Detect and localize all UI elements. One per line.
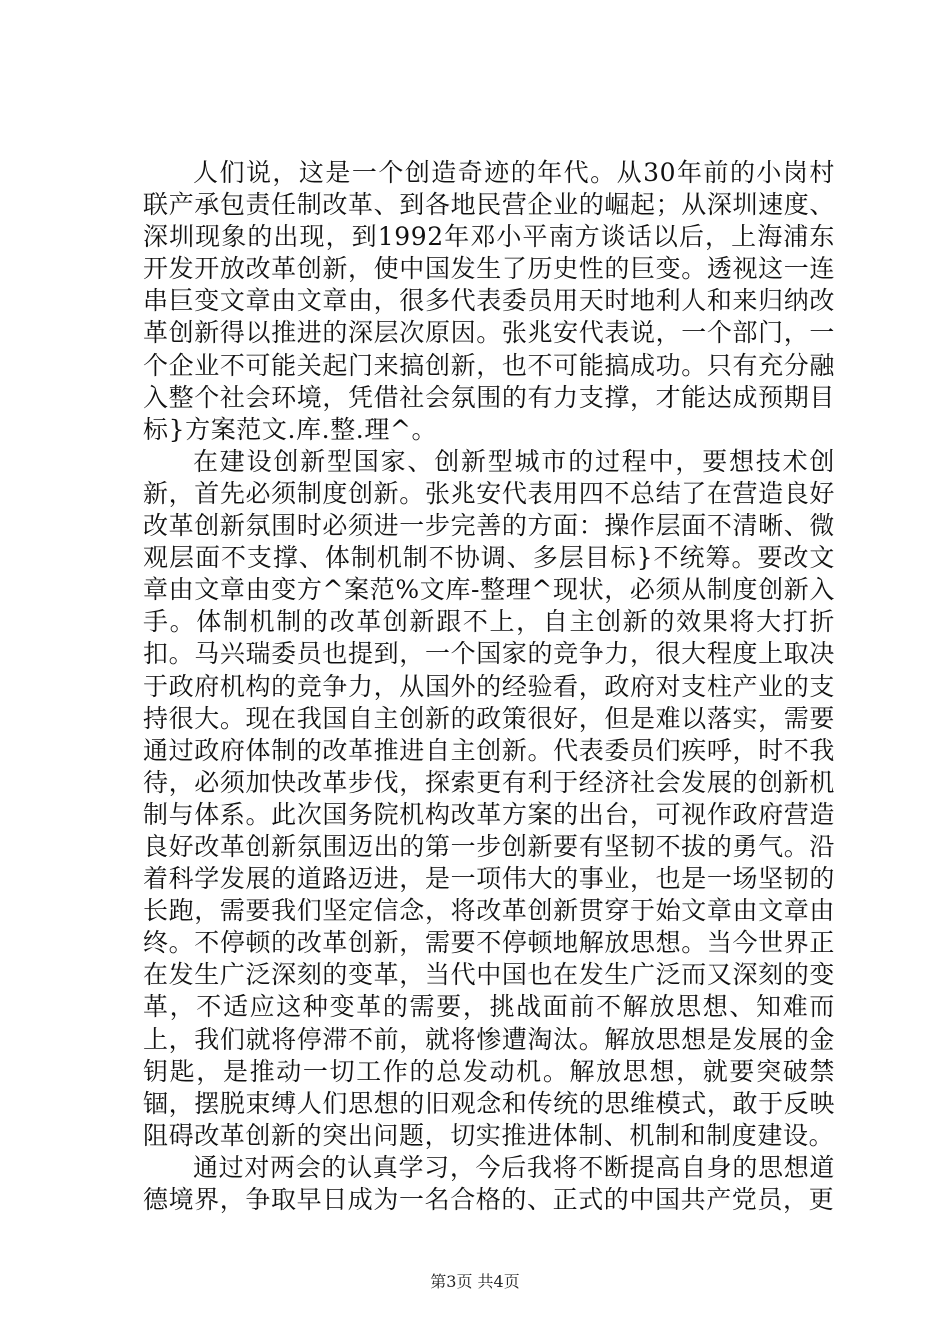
paragraph-3: 通过对两会的认真学习，今后我将不断提高自身的思想道德境界，争取早日成为一名合格的、正式的中国共产党员，更 [143, 1152, 835, 1214]
page-number-footer: 第3页 共4页 [430, 1272, 520, 1291]
document-body [143, 157, 835, 1216]
paragraph-2: 在建设创新型国家、创新型城市的过程中，要想技术创新，首先必须制度创新。张兆安代表用四不总结了在营造良好改革创新氛围时必须进一步完善的方面：操作层面不清晰、微观层面不支撑、体制机制不协调、多层目标}不统筹。要改文章由文章由变方^案范%文库-整理^现状，必须从制度创新入手。体制机制的改革创新跟不上，自主创新的效果将大打折扣。马兴瑞委员也提到，一个国家的竞争力，很大程度上取决于政府机构的竞争力，从国外的经验看，政府对支柱产业的支持很大。现在我国自主创新的政策很好，但是难以落实，需要通过政府体制的改革推进自主创新。代表委员们疾呼，时不我待，必须加快改革步伐，探索更有利于经济社会发展的创新机制与体系。此次国务院机构改革方案的出台，可视作政府营造良好改革创新氛围迈出的第一步创新要有坚韧不拔的勇气。沿着科学发展的道路迈进，是一项伟大的事业，也是一场坚韧的长跑，需要我们坚定信念，将改革创新贯穿于始文章由文章由终。不停顿的改革创新，需要不停顿地解放思想。当今世界正在发生广泛深刻的变革，当代中国也在发生广泛而又深刻的变革，不适应这种变革的需要，挑战面前不解放思想、知难而上，我们就将停滞不前，就将惨遭淘汰。解放思想是发展的金钥匙，是推动一切工作的总发动机。解放思想，就要突破禁锢，摆脱束缚人们思想的旧观念和传统的思维模式，敢于反映阻碍改革创新的突出问题，切实推进体制、机制和制度建设。 [143, 446, 835, 1150]
paragraph-1: 人们说，这是一个创造奇迹的年代。从30年前的小岗村联产承包责任制改革、到各地民营企业的崛起；从深圳速度、深圳现象的出现，到1992年邓小平南方谈话以后，上海浦东开发开放改革创新，使中国发生了历史性的巨变。透视这一连串巨变文章由文章由，很多代表委员用天时地利人和来归纳改革创新得以推进的深层次原因。张兆安代表说，一个部门，一个企业不可能关起门来搞创新，也不可能搞成功。只有充分融入整个社会环境，凭借社会氛围的有力支撑，才能达成预期目标}方案范文.库.整.理^。 [143, 158, 835, 444]
